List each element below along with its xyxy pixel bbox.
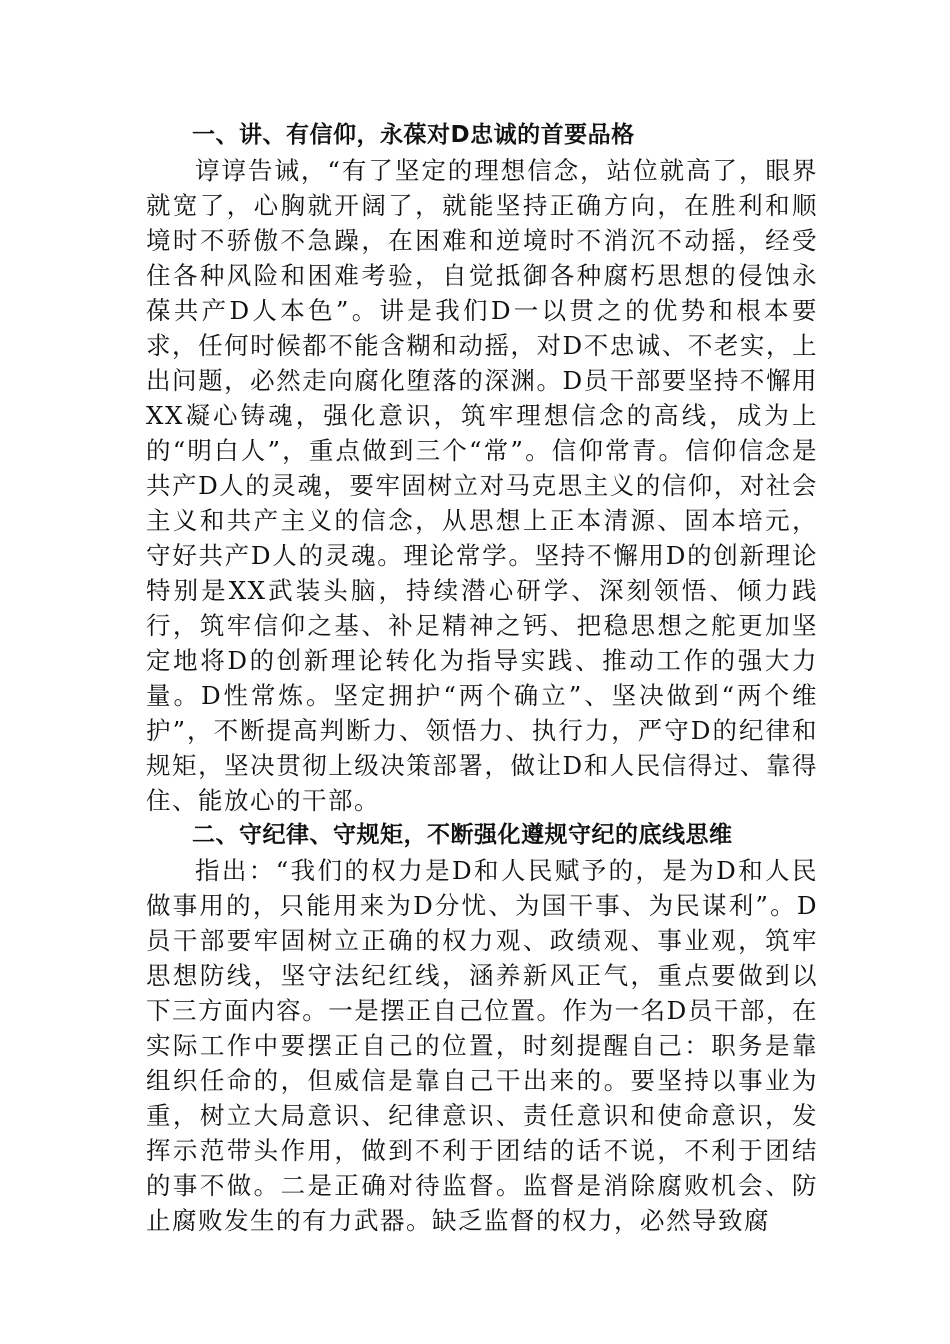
section-paragraph-2: 指出：“我们的权力是D和人民赋予的，是为D和人民做事用的，只能用来为D分忧、为国干事、为民谋利”。D员干部要牢固树立正确的权力观、政绩观、事业观，筑牢思想防线，坚守法纪红线，涵养新风正气，重点要做到以下三方面内容。一是摆正自己位置。作为一名D员干部，在实际工作中要摆正自己的位置，时刻提醒自己：职务是靠组织任命的，但威信是靠自己干出来的。要坚持以事业为重，树立大局意识、纪律意识、责任意识和使命意识，发挥示范带头作用，做到不利于团结的话不说，不利于团结的事不做。二是正确对待监督。监督是消除腐败机会、防止腐败发生的有力武器。缺乏监督的权力，必然导致腐	[146, 856, 818, 1235]
section-heading-2: 二、守纪律、守规矩，不断强化遵规守纪的底线思维	[192, 822, 733, 848]
document-body	[146, 118, 818, 1238]
section-paragraph-1: 谆谆告诫，“有了坚定的理想信念，站位就高了，眼界就宽了，心胸就开阔了，就能坚持正确方向，在胜利和顺境时不骄傲不急躁，在困难和逆境时不消沉不动摇，经受住各种风险和困难考验，自觉抵御各种腐朽思想的侵蚀永葆共产D人本色”。讲是我们D一以贯之的优势和根本要求，任何时候都不能含糊和动摇，对D不忠诚、不老实，上出问题，必然走向腐化堕落的深渊。D员干部要坚持不懈用XX凝心铸魂，强化意识，筑牢理想信念的高线，成为上的“明白人”，重点做到三个“常”。信仰常青。信仰信念是共产D人的灵魂，要牢固树立对马克思主义的信仰，对社会主义和共产主义的信念，从思想上正本清源、固本培元，守好共产D人的灵魂。理论常学。坚持不懈用D的创新理论特别是XX武装头脑，持续潜心研学、深刻领悟、倾力践行，筑牢信仰之基、补足精神之钙、把稳思想之舵更加坚定地将D的创新理论转化为指导实践、推动工作的强大力量。D性常炼。坚定拥护“两个确立”、坚决做到“两个维护”，不断提高判断力、领悟力、执行力，严守D的纪律和规矩，坚决贯彻上级决策部署，做让D和人民信得过、靠得住、能放心的干部。	[146, 156, 818, 815]
section-heading-1: 一、讲、有信仰，永葆对D忠诚的首要品格	[192, 122, 635, 148]
